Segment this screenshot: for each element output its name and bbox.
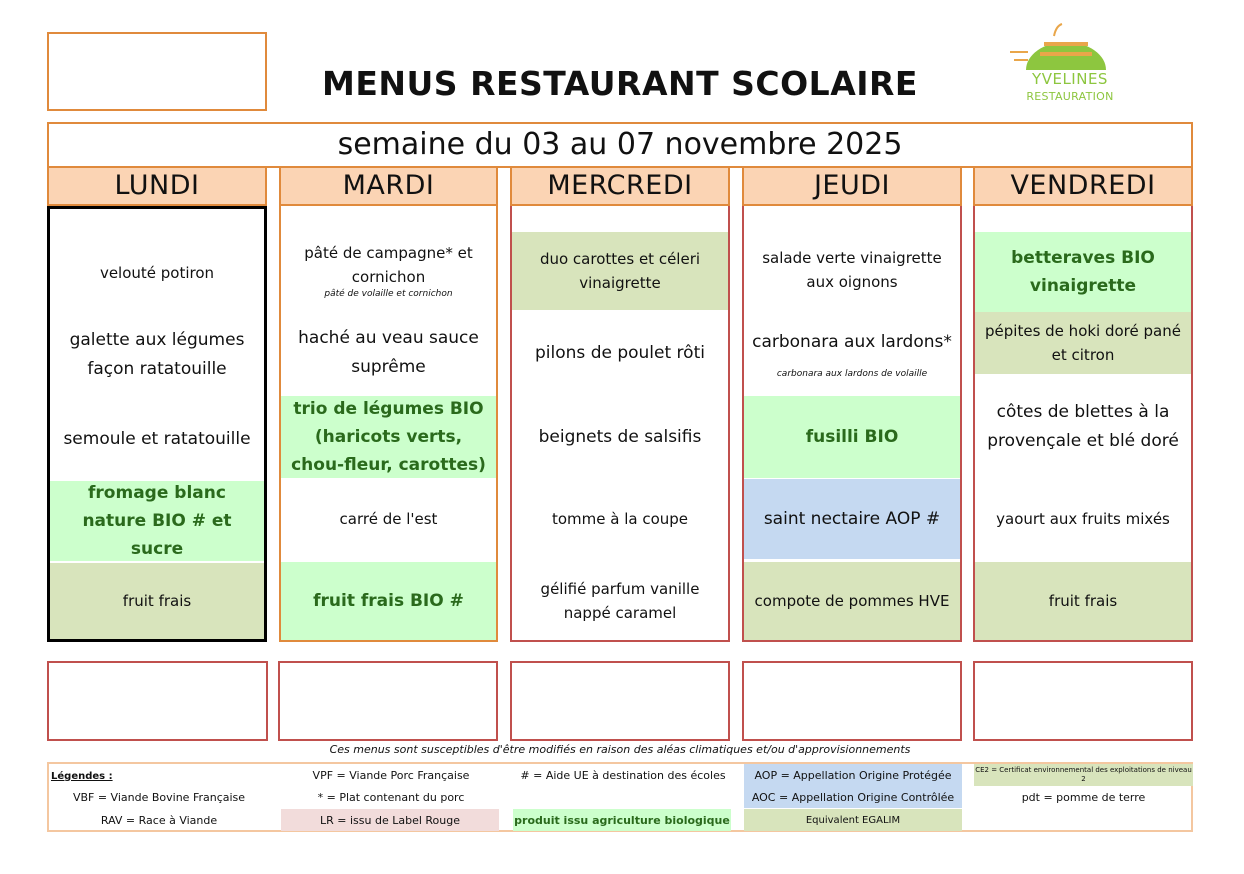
legend-lr: LR = issu de Label Rouge: [281, 809, 499, 831]
logo-subtext: RESTAURATION: [1026, 90, 1114, 103]
legend-vbf: VBF = Viande Bovine Française: [72, 790, 246, 804]
legend-aop: AOP = Appellation Origine Protégée: [744, 764, 962, 786]
menu-item-aop: saint nectaire AOP #: [744, 479, 960, 559]
menu-item-bio: betteraves BIO vinaigrette: [975, 232, 1191, 312]
menu-item: beignets de salsifis: [538, 426, 702, 447]
empty-row: [47, 661, 1193, 741]
day-header-vendredi: VENDREDI: [973, 166, 1193, 206]
menu-item: fruit frais: [975, 562, 1191, 640]
page-title: MENUS RESTAURANT SCOLAIRE: [322, 64, 918, 103]
empty-cell: [510, 661, 730, 741]
day-header-mercredi: MERCREDI: [510, 166, 730, 206]
legend-aide-ue: # = Aide UE à destination des écoles: [520, 768, 726, 782]
menu-item: yaourt aux fruits mixés: [996, 510, 1170, 528]
week-title: semaine du 03 au 07 novembre 2025: [47, 122, 1193, 168]
legend-egalim: Equivalent EGALIM: [744, 809, 962, 831]
legend-pdt: pdt = pomme de terre: [1021, 790, 1146, 804]
menu-item: velouté potiron: [99, 264, 215, 282]
empty-header-box: [47, 32, 267, 111]
menu-item-note: carbonara aux lardons de volaille: [776, 369, 928, 379]
menu-item: tomme à la coupe: [551, 510, 689, 528]
menu-item: duo carottes et céleri vinaigrette: [512, 232, 728, 310]
menu-item: pépites de hoki doré pané et citron: [975, 312, 1191, 374]
day-header-jeudi: JEUDI: [742, 166, 962, 206]
legend-porc: * = Plat contenant du porc: [317, 790, 465, 804]
menu-item: fruit frais: [50, 563, 264, 639]
menu-item-bio: fromage blanc nature BIO # et sucre: [50, 481, 264, 561]
menu-item: pilons de poulet rôti: [535, 342, 705, 363]
day-header-lundi: LUNDI: [47, 166, 267, 206]
empty-cell: [742, 661, 962, 741]
menu-item: carré de l'est: [339, 510, 438, 528]
day-header-mardi: MARDI: [279, 166, 498, 206]
legend-vpf: VPF = Viande Porc Française: [312, 768, 470, 782]
empty-cell: [973, 661, 1193, 741]
empty-cell: [278, 661, 498, 741]
menu-item: salade verte vinaigrette aux oignons: [762, 249, 942, 291]
day-column-jeudi: [742, 206, 962, 642]
menu-item: pâté de campagne* et cornichon pâté de volaille et cornichon: [304, 243, 473, 299]
day-column-mardi: [279, 206, 498, 642]
day-column-mercredi: [510, 206, 730, 642]
legend: [47, 762, 1193, 832]
menu-item: galette aux légumes façon ratatouille: [69, 330, 245, 379]
legend-rav: RAV = Race à Viande: [100, 813, 218, 827]
menu-item: haché au veau sauce suprême: [298, 328, 479, 377]
legend-title: Légendes :: [51, 770, 113, 782]
day-column-lundi: [47, 206, 267, 642]
menu-item: gélifié parfum vanille nappé caramel: [540, 580, 700, 622]
menu-item: compote de pommes HVE: [744, 562, 960, 640]
menu-item-bio: fruit frais BIO #: [281, 562, 496, 640]
legend-aoc: AOC = Appellation Origine Contrôlée: [744, 786, 962, 808]
day-column-vendredi: [973, 206, 1193, 642]
menu-item-bio: fusilli BIO: [744, 396, 960, 478]
legend-ce2: CE2 = Certificat environnemental des exploitations de niveau 2: [974, 764, 1193, 786]
menu-item: carbonara aux lardons* carbonara aux lardons de volaille: [752, 332, 952, 379]
empty-cell: [47, 661, 268, 741]
menu-item-bio: trio de légumes BIO (haricots verts, chou-fleur, carottes): [281, 396, 496, 478]
menu-item-note: pâté de volaille et cornichon: [324, 288, 453, 299]
logo-text: YVELINES: [1032, 70, 1108, 88]
menu-item: côtes de blettes à la provençale et blé doré: [987, 402, 1179, 451]
legend-bio: produit issu agriculture biologique: [513, 809, 731, 831]
menu-item: semoule et ratatouille: [63, 428, 251, 449]
disclaimer: Ces menus sont susceptibles d'être modifiés en raison des aléas climatiques et/ou d'approvisionnements: [329, 743, 911, 756]
